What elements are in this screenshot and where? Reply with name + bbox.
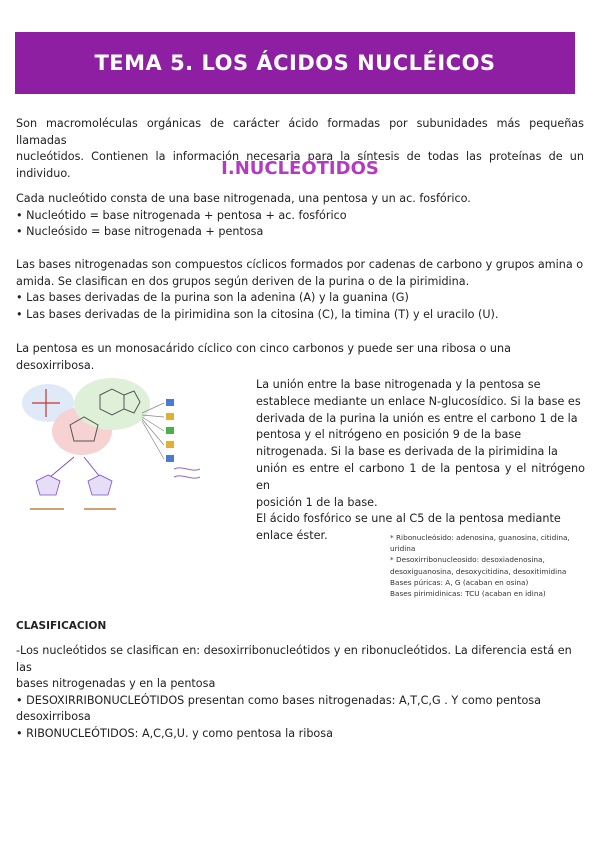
bond-line: La unión entre la base nitrogenada y la pentosa se <box>256 378 541 391</box>
title-banner <box>15 32 575 94</box>
classification-line: bases nitrogenadas y en la pentosa <box>16 677 216 690</box>
bond-line: nitrogenada. Si la base es derivada de la pirimidina la <box>256 445 558 459</box>
footnotes-block <box>390 532 585 599</box>
classification-line: -Los nucleótidos se clasifican en: desoxirribonucleótidos y en ribonucleótidos. La diferencia está en las <box>16 644 572 674</box>
classification-line: • RIBONUCLEÓTIDOS: A,C,G,U. y como pentosa la ribosa <box>16 726 333 740</box>
classification-heading: CLASIFICACION <box>16 620 107 632</box>
classification-line: desoxirribosa <box>16 710 91 723</box>
bond-line: establece mediante un enlace N-glucosídico. Si la base es <box>256 394 581 408</box>
intro-line: nucleótidos. Contienen la información necesaria para la síntesis de todas las proteínas de un individuo. <box>16 150 584 180</box>
page-title: TEMA 5. LOS ÁCIDOS NUCLÉICOS <box>94 51 496 75</box>
footnote-line: Bases pirimidinicas: TCU (acaban en idina) <box>390 589 546 599</box>
nucleotide-diagram <box>14 373 224 517</box>
bond-line: El ácido fosfórico se une al C5 de la pentosa mediante <box>256 512 561 526</box>
classification-line: • DESOXIRRIBONUCLEÓTIDOS presentan como bases nitrogenadas: A,T,C,G . Y como pentosa <box>16 693 541 707</box>
classification-paragraph <box>16 643 584 742</box>
footnote-line: uridina <box>390 544 416 554</box>
base-icon-u <box>166 455 174 462</box>
glycosidic-bond-paragraph <box>256 377 585 545</box>
bases-line: • Las bases derivadas de la pirimidina son la citosina (C), la timina (T) y el uracilo (U). <box>16 307 499 321</box>
bases-line: • Las bases derivadas de la purina son la adenina (A) y la guanina (G) <box>16 291 409 304</box>
composition-line: Cada nucleótido consta de una base nitrogenada, una pentosa y un ac. fosfórico. <box>16 192 471 205</box>
bond-line: posición 1 de la base. <box>256 495 378 509</box>
base-icon-t <box>166 441 174 448</box>
footnote-line: desoxiguanosina, desoxycitidina, desoxitimidina <box>390 566 567 576</box>
bond-line: enlace éster. <box>256 529 328 543</box>
bond-line: unión es entre el carbono 1 de la pentosa y el nitrógeno en <box>256 461 585 492</box>
composition-line: • Nucleósido = base nitrogenada + pentosa <box>16 225 264 238</box>
footnote-line: Bases púricas: A, G (acaban en osina) <box>390 577 529 587</box>
footnote-line: * Ribonucleósido: adenosina, guanosina, citidina, <box>390 533 570 542</box>
bases-line: amida. Se clasifican en dos grupos según deriven de la purina o de la pirimidina. <box>16 274 470 288</box>
footnote-line: * Desoxirribonucleosido: desoxiadenosina, <box>390 555 545 565</box>
base-icon-g <box>166 413 174 420</box>
pentose-paragraph: La pentosa es un monosacárido cíclico con cinco carbonos y puede ser una ribosa o una desoxirribosa. <box>16 342 511 372</box>
composition-line: • Nucleótido = base nitrogenada + pentosa + ac. fosfórico <box>16 208 347 222</box>
base-icon-c <box>166 427 174 434</box>
base-icon-a <box>166 399 174 406</box>
intro-line: Son macromoléculas orgánicas de carácter ácido formadas por subunidades más pequeñas llamadas <box>16 117 584 147</box>
section-title-nucleotidos: I.NUCLEÓTIDOS <box>221 158 379 179</box>
bases-line: Las bases nitrogenadas son compuestos cíclicos formados por cadenas de carbono y grupos amina o <box>16 258 584 271</box>
composition-paragraph <box>16 191 584 241</box>
bond-line: derivada de la purina la unión es entre el carbono 1 de la <box>256 411 578 425</box>
bases-paragraph <box>16 257 584 323</box>
bond-line: pentosa y el nitrógeno en posición 9 de la base <box>256 428 522 442</box>
